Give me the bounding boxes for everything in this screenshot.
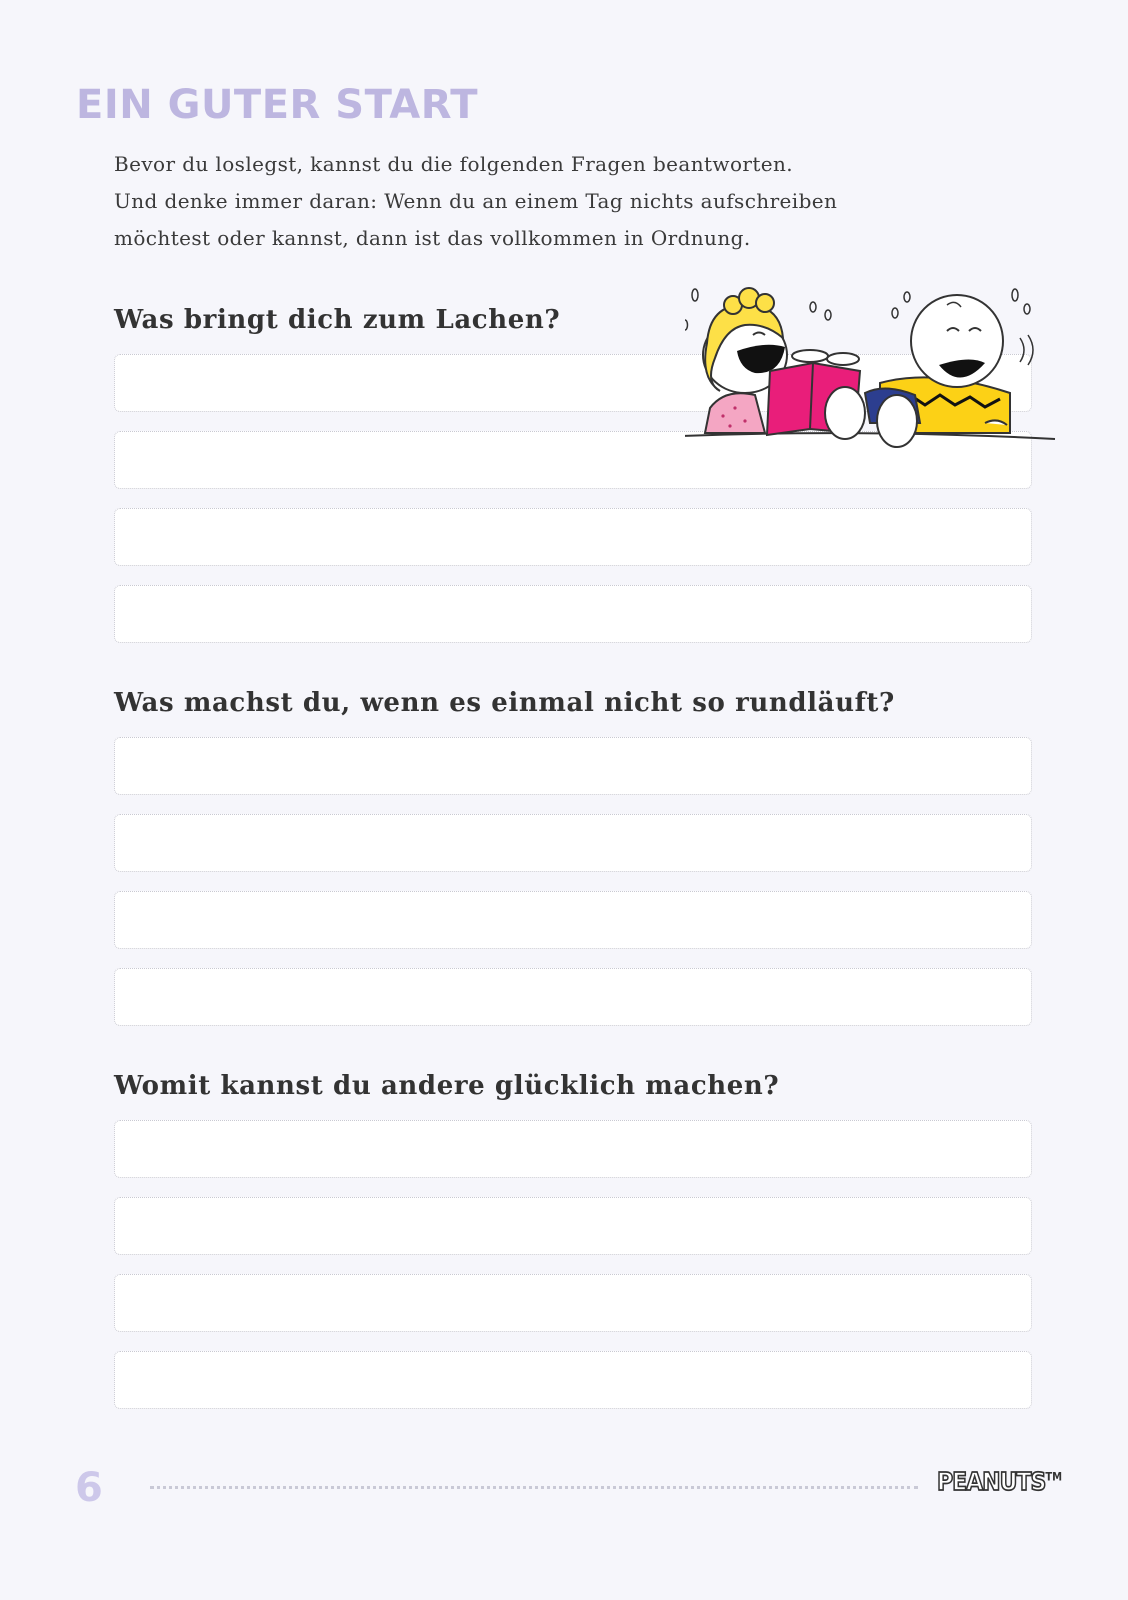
answer-2-line-1[interactable] — [114, 737, 1032, 795]
peanuts-logo — [937, 1468, 1062, 1497]
answer-3-line-2[interactable] — [114, 1197, 1032, 1255]
answer-3-line-1[interactable] — [114, 1120, 1032, 1178]
question-1: Was bringt dich zum Lachen? — [114, 305, 561, 335]
answer-3-line-3[interactable] — [114, 1274, 1032, 1332]
brand-name: PEANUTS — [937, 1468, 1046, 1497]
answer-3-line-4[interactable] — [114, 1351, 1032, 1409]
page-number: 6 — [75, 1465, 103, 1511]
intro-line: möchtest oder kannst, dann ist das vollkommen in Ordnung. — [114, 226, 751, 250]
question-3: Womit kannst du andere glücklich machen? — [114, 1071, 780, 1101]
page-title: EIN GUTER START — [76, 82, 478, 128]
answer-2-line-2[interactable] — [114, 814, 1032, 872]
footer-divider — [150, 1486, 918, 1489]
answer-1-line-4[interactable] — [114, 585, 1032, 643]
answer-2-line-3[interactable] — [114, 891, 1032, 949]
answer-1-line-3[interactable] — [114, 508, 1032, 566]
laughing-characters-illustration — [685, 283, 1065, 473]
question-2: Was machst du, wenn es einmal nicht so rundläuft? — [114, 688, 895, 718]
trademark: TM — [1045, 1471, 1063, 1484]
intro-line: Und denke immer daran: Wenn du an einem Tag nichts aufschreiben — [114, 189, 838, 213]
intro-text — [114, 146, 1044, 257]
answer-2-line-4[interactable] — [114, 968, 1032, 1026]
intro-line: Bevor du loslegst, kannst du die folgenden Fragen beantworten. — [114, 152, 794, 176]
